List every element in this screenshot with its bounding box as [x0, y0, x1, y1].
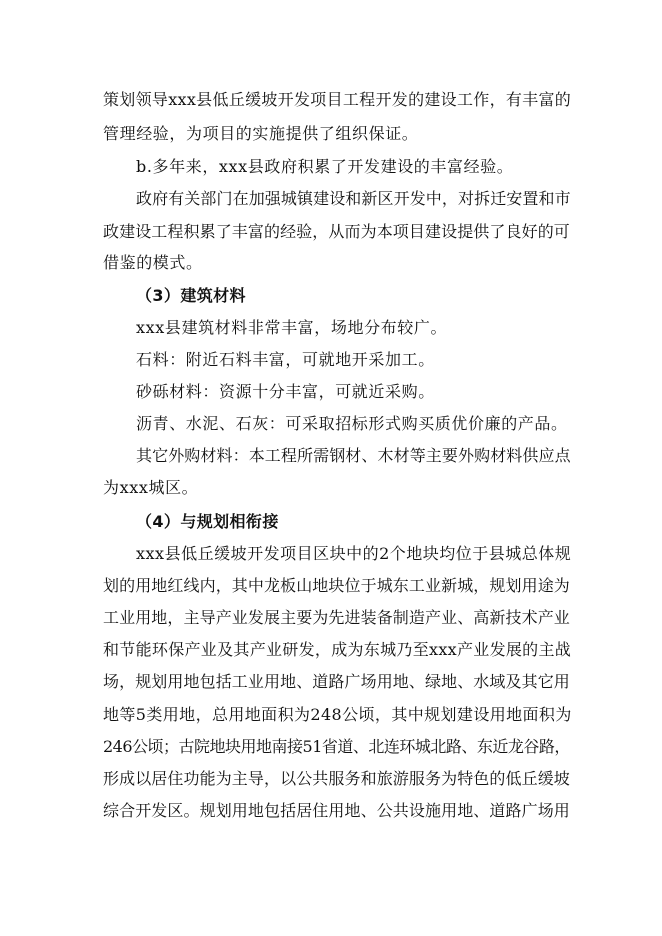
paragraph-line: b.多年来，xxx县政府积累了开发建设的丰富经验。 — [136, 157, 514, 176]
paragraph-line: 石料：附近石料丰富，可就地开采加工。 — [136, 350, 435, 369]
paragraph-line: 场，规划用地包括工业用地、道路广场用地、绿地、水域及其它用 — [103, 672, 570, 691]
paragraph-line: 沥青、水泥、石灰：可采取招标形式购买质优价廉的产品。 — [136, 414, 568, 433]
paragraph-line: 形成以居住功能为主导，以公共服务和旅游服务为特色的低丘缓坡 — [103, 769, 570, 788]
paragraph-line: 砂砾材料：资源十分丰富，可就近采购。 — [136, 382, 435, 401]
paragraph-line: 地等5类用地，总用地面积为248公顷，其中规划建设用地面积为 — [103, 705, 572, 724]
paragraph-line: 管理经验，为项目的实施提供了组织保证。 — [103, 124, 419, 143]
paragraph-line: 综合开发区。规划用地包括居住用地、公共设施用地、道路广场用 — [103, 801, 570, 820]
paragraph-line: 246公顷；古院地块用地南接51省道、北连环城北路、东近龙谷路， — [103, 737, 570, 756]
paragraph-line: xxx县建筑材料非常丰富，场地分布较广。 — [136, 318, 448, 337]
paragraph-line: xxx县低丘缓坡开发项目区块中的2个地块均位于县城总体规 — [136, 544, 572, 563]
paragraph-line: 和节能环保产业及其产业研发，成为东城乃至xxx产业发展的主战 — [103, 640, 572, 659]
paragraph-line: 其它外购材料：本工程所需钢材、木材等主要外购材料供应点 — [136, 446, 571, 465]
paragraph-line: 工业用地，主导产业发展主要为先进装备制造产业、高新技术产业 — [103, 608, 570, 627]
section-heading: （4）与规划相衔接 — [136, 512, 279, 531]
section-heading: （3）建筑材料 — [136, 286, 246, 305]
paragraph-line: 划的用地红线内，其中龙板山地块位于城东工业新城，规划用途为 — [103, 576, 570, 595]
paragraph-line: 为xxx城区。 — [103, 478, 199, 497]
paragraph-line: 策划领导xxx县低丘缓坡开发项目工程开发的建设工作，有丰富的 — [103, 90, 572, 109]
paragraph-line: 政建设工程积累了丰富的经验，从而为本项目建设提供了良好的可 — [103, 222, 570, 241]
paragraph-line: 借鉴的模式。 — [103, 253, 203, 272]
paragraph-line: 政府有关部门在加强城镇建设和新区开发中，对拆迁安置和市 — [136, 189, 571, 208]
